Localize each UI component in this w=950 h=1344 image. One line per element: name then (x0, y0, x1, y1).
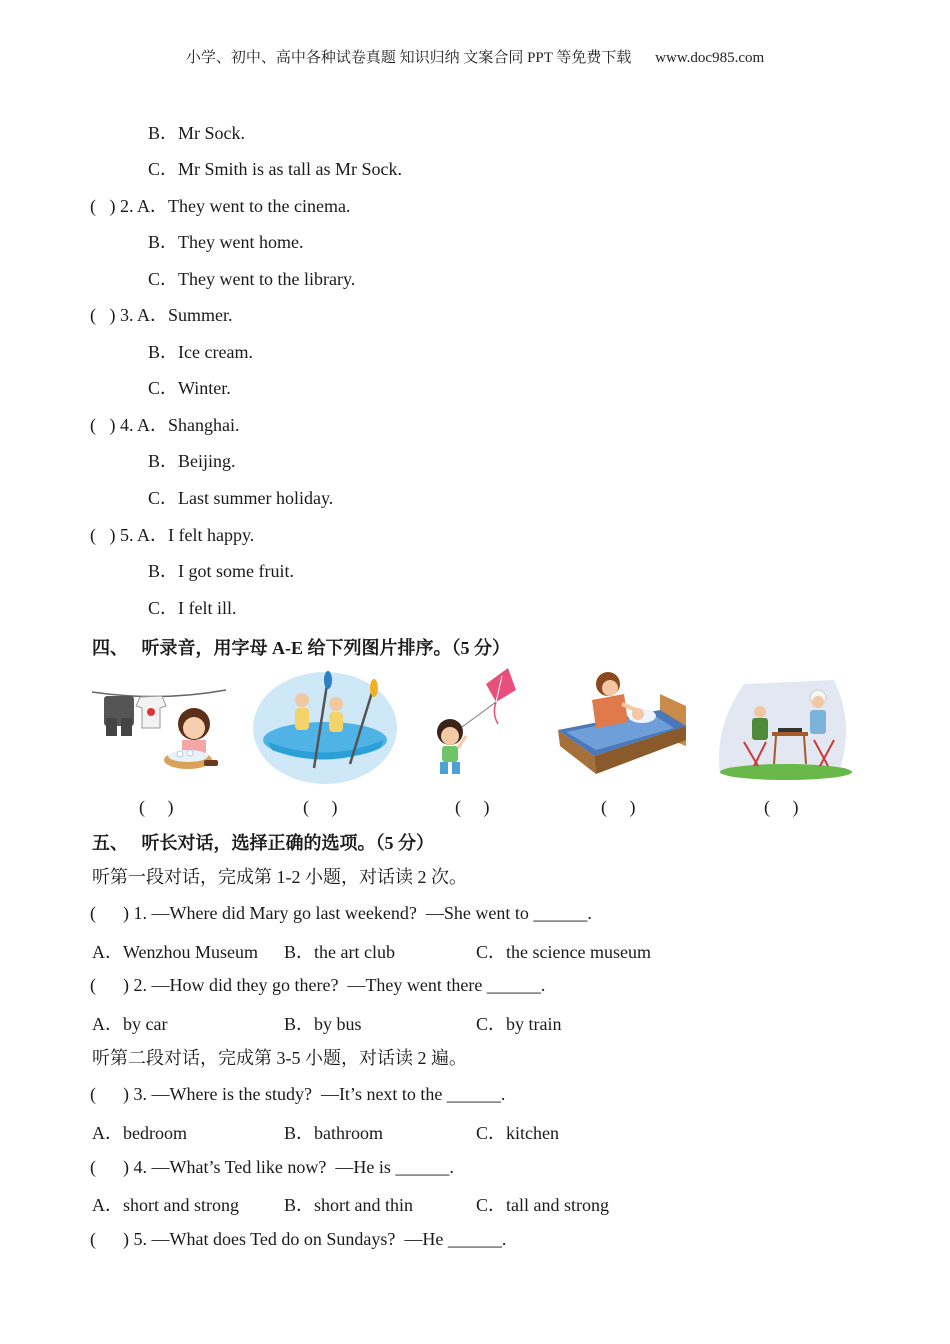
p5-q3-option-b: B．bathroom (284, 1123, 383, 1143)
picture-2-answer-blank[interactable]: ( ) (303, 797, 338, 817)
part4-title: 四、 听录音，用字母 A-E 给下列图片排序。（5 分） (92, 638, 510, 658)
p5-q2-option-a: A．by car (92, 1014, 168, 1034)
q3-stem: ( ) 3. A．Summer. (90, 305, 233, 325)
q5-option-c: C．I felt ill. (148, 598, 237, 618)
q4-option-b: B．Beijing. (148, 451, 236, 471)
p5-q1-option-a: A．Wenzhou Museum (92, 942, 259, 962)
p5-q1-option-b: B．the art club (284, 942, 395, 962)
header-title: 小学、初中、高中各种试卷真题 知识归纳 文案合同 PPT 等免费下载 (185, 50, 632, 66)
dialog1-intro: 听第一段对话，完成第 1-2 小题，对话读 2 次。 (92, 867, 467, 887)
p5-q3-option-c: C．kitchen (476, 1123, 559, 1143)
p5-q3-option-a: A．bedroom (92, 1123, 187, 1143)
q4-option-c: C．Last summer holiday. (148, 488, 334, 508)
q3-option-b: B．Ice cream. (148, 342, 253, 362)
p5-q3-stem: ( ) 3. —Where is the study? —It’s next to the ______. (90, 1084, 506, 1104)
q2-stem: ( ) 2. A．They went to the cinema. (90, 196, 351, 216)
p5-q5-stem: ( ) 5. —What does Ted do on Sundays? —He ______. (90, 1229, 507, 1249)
p5-q2-option-b: B．by bus (284, 1014, 362, 1034)
q1-option-b: B．Mr Sock. (148, 123, 246, 143)
p5-q4-option-b: B．short and thin (284, 1195, 413, 1215)
washing-clothes-illustration (90, 680, 230, 775)
p5-q4-option-c: C．tall and strong (476, 1195, 609, 1215)
p5-q2-option-c: C．by train (476, 1014, 562, 1034)
picture-5-answer-blank[interactable]: ( ) (764, 797, 799, 817)
q2-option-b: B．They went home. (148, 232, 304, 252)
p5-q1-option-c: C．the science museum (476, 942, 651, 962)
sick-in-bed-illustration (556, 670, 690, 778)
p5-q4-option-a: A．short and strong (92, 1195, 239, 1215)
kayaking-illustration (252, 668, 398, 786)
picture-3-answer-blank[interactable]: ( ) (455, 797, 490, 817)
q5-stem: ( ) 5. A．I felt happy. (90, 525, 255, 545)
q5-option-b: B．I got some fruit. (148, 561, 294, 581)
q1-option-c: C．Mr Smith is as tall as Mr Sock. (148, 159, 403, 179)
playing-chess-illustration (714, 676, 856, 784)
header-url[interactable]: www.doc985.com (655, 50, 765, 66)
p5-q1-stem: ( ) 1. —Where did Mary go last weekend? —She went to ______. (90, 903, 592, 923)
dialog2-intro: 听第二段对话，完成第 3-5 小题，对话读 2 遍。 (92, 1048, 467, 1068)
flying-kite-illustration (428, 666, 522, 784)
picture-4-answer-blank[interactable]: ( ) (601, 797, 636, 817)
picture-1-answer-blank[interactable]: ( ) (139, 797, 174, 817)
q3-option-c: C．Winter. (148, 378, 231, 398)
p5-q2-stem: ( ) 2. —How did they go there? —They went there ______. (90, 975, 546, 995)
page-header (0, 46, 950, 67)
q4-stem: ( ) 4. A．Shanghai. (90, 415, 240, 435)
p5-q4-stem: ( ) 4. —What’s Ted like now? —He is ______. (90, 1157, 454, 1177)
part5-title: 五、 听长对话，选择正确的选项。（5 分） (92, 833, 434, 853)
q2-option-c: C．They went to the library. (148, 269, 356, 289)
